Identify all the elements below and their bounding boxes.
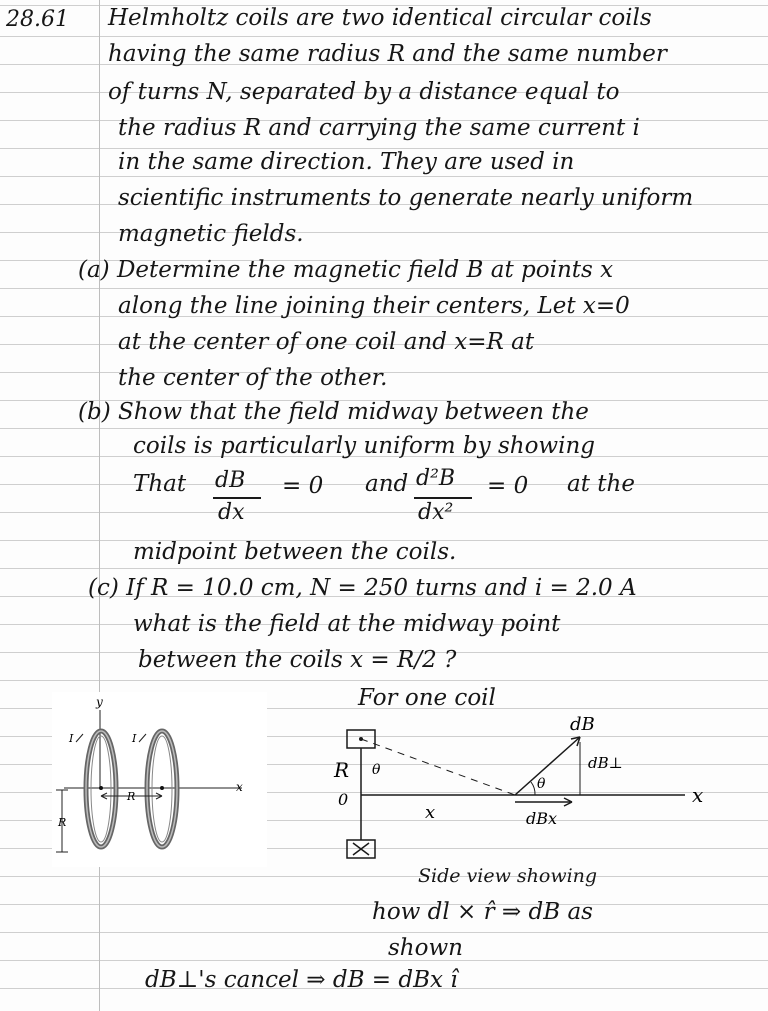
intro-line-3: of turns N, separated by a distance equal to xyxy=(108,79,620,105)
part-a-line-4: the center of the other. xyxy=(118,365,388,391)
part-b-that: That xyxy=(133,471,187,497)
sketch-dB-label: dB xyxy=(570,714,595,735)
part-c-line-2: what is the field at the midway point xyxy=(133,611,561,637)
dB-arrow xyxy=(515,737,580,795)
side-view-note: Side view showing xyxy=(418,865,598,887)
part-b-tail: at the xyxy=(567,471,635,497)
part-c-line-1: (c) If R = 10.0 cm, N = 250 turns and i = 2.0 A xyxy=(88,575,637,601)
part-b-line-1: (b) Show that the field midway between the xyxy=(78,399,589,425)
shown-note: shown xyxy=(388,935,463,961)
part-a-line-2: along the line joining their centers, Let x=0 xyxy=(118,293,630,319)
sketch-dBt-label: dB⊥ xyxy=(588,754,623,772)
fraction-bar-2 xyxy=(414,497,472,499)
intro-line-5: in the same direction. They are used in xyxy=(118,149,575,175)
fraction-d2B-numerator: d²B xyxy=(416,466,456,491)
intro-line-6: scientific instruments to generate nearly uniform xyxy=(118,185,694,211)
equals-zero-1: = 0 xyxy=(282,473,324,499)
equals-zero-2: = 0 xyxy=(487,473,529,499)
sketch-x-distance: x xyxy=(425,802,436,823)
sketch-x-axis-label: x xyxy=(692,783,704,807)
intro-line-7: magnetic fields. xyxy=(118,221,304,247)
fraction-dB-numerator: dB xyxy=(215,468,246,493)
fraction-dx-denominator: dx xyxy=(218,500,245,525)
problem-number: 28.61 xyxy=(6,7,69,32)
cancel-conclusion: dB⊥'s cancel ⇒ dB = dBx î xyxy=(145,967,458,993)
radius-label: R xyxy=(58,816,67,829)
part-b-line-2: coils is particularly uniform by showing xyxy=(133,433,595,459)
figure-x-label: x xyxy=(236,780,243,794)
intro-line-4: the radius R and carrying the same current i xyxy=(118,115,640,141)
intro-line-2: having the same radius R and the same number xyxy=(108,41,667,67)
theta-arc xyxy=(531,782,535,795)
figure-y-label: y xyxy=(96,695,103,709)
sketch-theta-1: θ xyxy=(372,762,381,778)
helmholtz-coils-figure xyxy=(52,692,267,867)
part-a-line-3: at the center of one coil and x=R at xyxy=(118,329,535,355)
intro-line-1: Helmholtz coils are two identical circular coils xyxy=(108,5,652,31)
current-label-right: I xyxy=(132,732,137,745)
r-vector-dashed xyxy=(361,739,515,795)
side-view-sketch xyxy=(330,712,730,862)
separation-label: R xyxy=(127,790,136,803)
sketch-theta-2: θ xyxy=(537,776,546,792)
sketch-origin-label: 0 xyxy=(338,790,349,809)
current-label-left: I xyxy=(69,732,74,745)
sketch-R-label: R xyxy=(334,758,350,782)
for-one-coil: For one coil xyxy=(358,685,496,711)
sketch-dBx-label: dBx xyxy=(526,809,558,828)
part-b-and: and xyxy=(365,471,409,497)
part-c-line-3: between the coils x = R/2 ? xyxy=(138,647,457,673)
part-b-line-4: midpoint between the coils. xyxy=(133,539,457,565)
part-a-line-1: (a) Determine the magnetic field B at points x xyxy=(78,257,614,283)
how-cross-product-note: how dl × r̂ ⇒ dB as xyxy=(372,899,593,925)
fraction-bar-1 xyxy=(213,497,261,499)
cross-into-page xyxy=(353,843,369,855)
fraction-dx2-denominator: dx² xyxy=(418,500,454,525)
